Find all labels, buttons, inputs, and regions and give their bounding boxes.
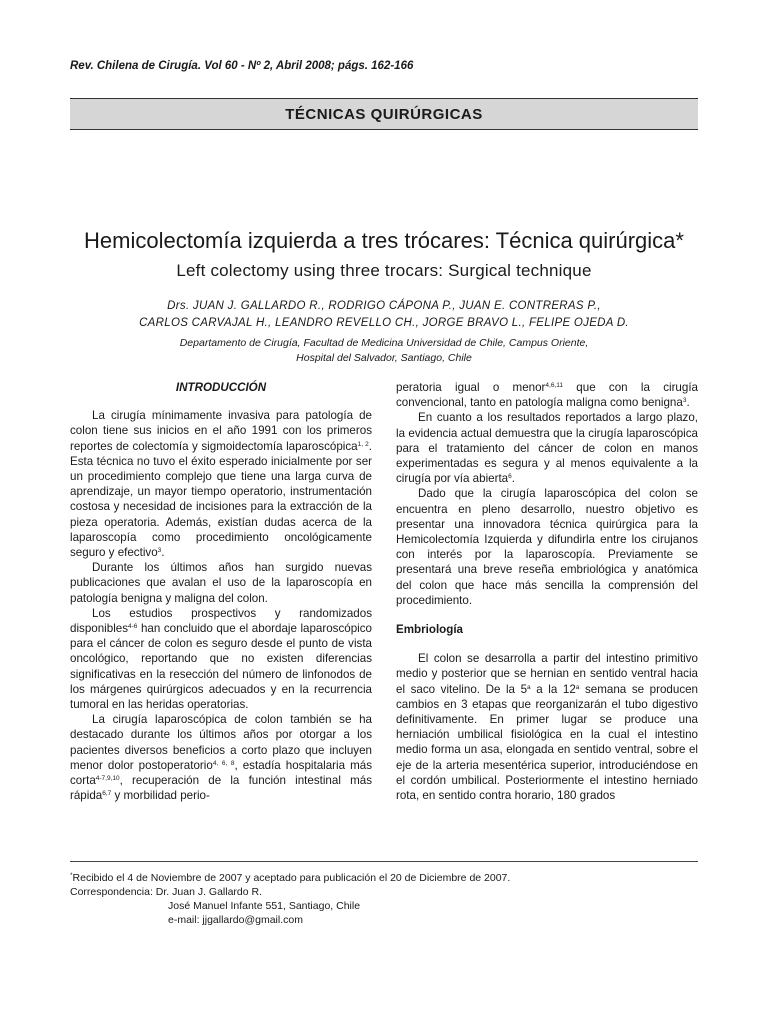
citation: 1, 2: [357, 440, 369, 448]
embriologia-heading: Embriología: [396, 623, 463, 637]
authors-line-2: CARLOS CARVAJAL H., LEANDRO REVELLO CH., JORGE BRAVO L., FELIPE OJEDA D.: [139, 317, 629, 329]
footnotes: [70, 871, 710, 927]
authors-line-1: Drs. JUAN J. GALLARDO R., RODRIGO CÁPONA P., JUAN E. CONTRERAS P.,: [167, 300, 601, 312]
citation: 3: [682, 397, 687, 405]
article-title-english: Left colectomy using three trocars: Surgical technique: [176, 261, 592, 280]
footnote-correspondence: Correspondencia: Dr. Juan J. Gallardo R.: [70, 886, 263, 898]
section-banner: [70, 98, 698, 130]
citation: 4, 6, 8: [212, 759, 235, 767]
citation: 3: [157, 547, 162, 555]
citation: 4,6,11: [545, 382, 564, 389]
affiliation-line-2: Hospital del Salvador, Santiago, Chile: [296, 351, 472, 364]
authors: [0, 298, 768, 332]
right-column: [396, 380, 698, 803]
citation: 6: [508, 473, 512, 481]
intro-paragraph-4: La cirugía laparoscópica de colon también se ha destacado durante los últimos años por otorgar a los pacientes diversos beneficios a corto plazo que incluyen menor dolor postoperatorio$^{4, 6, 8}$, estadía hospitalaria más corta$^{4-7,9,10}$, recuperación de la función intestinal más rápida$^{6,7}$ y morbilidad perio-: [70, 713, 372, 803]
footnote-email: e-mail: jjgallardo@gmail.com: [168, 914, 303, 926]
citation: 4-6: [128, 623, 138, 631]
left-column: [70, 380, 372, 803]
intro-heading: INTRODUCCIÓN: [175, 381, 267, 394]
intro-paragraph-6: Dado que la cirugía laparoscópica del colon se encuentra en pleno desarrollo, nuestro objetivo es presentar una innovadora técnica quirúrgica para la Hemicolectomía Izquierda y difundirla entre los cirujanos con interés por la laparoscopía. Previamente se presentará una breve reseña embriológica y anatómica del colon que hace más sencilla la comprensión del procedimiento.: [396, 487, 698, 607]
affiliation: [0, 336, 768, 365]
intro-paragraph-5: En cuanto a los resultados reportados a largo plazo, la evidencia actual demuestra que la cirugía laparoscópica para el tratamiento del cáncer de colon en manos experimentadas es segura y al menos equivalente a la cirugía por vía abierta$^6$.: [396, 411, 698, 486]
embriologia-paragraph-1: El colon se desarrolla a partir del intestino primitivo medio y posterior que se hernian en sentido ventral hacia el saco vitelino. De la 5$^a$ a la 12$^a$ semana se producen cambios en 3 etapas que reorganizarán el tubo digestivo definitivamente. En primer lugar se produce una herniación umbilical fisiológica en la cual el intestino medio forma un asa, elongada en sentido ventral, sobre el eje de la arteria mesentérica superior, introduciéndose en el cordón umbilical. Posteriormente el intestino herniado rota, en sentido contra horario, 180 grados: [396, 652, 699, 803]
footnote-address: José Manuel Infante 551, Santiago, Chile: [168, 900, 361, 912]
intro-paragraph-1: La cirugía mínimamente invasiva para patología de colon tiene sus inicios en el año 1991 con los primeros reportes de colectomía y sigmoidectomía laparoscópica$^{1, 2}$. Esta técnica no tuvo el éxito esperado inicialmente por ser un procedimiento complejo que tiene una larga curva de aprendizaje, un mayor tiempo operatorio, instrumentación costosa y necesidad de incisiones para la extracción de la pieza operatoria. Además, existían dudas acerca de la laparoscopía como procedimiento oncológicamente seguro y efectivo$^3$.: [70, 409, 373, 560]
intro-paragraph-3: Los estudios prospectivos y randomizados disponibles$^{4-6}$ han concluido que el abordaje laparoscópico para el cáncer de colon es seguro desde el punto de vista oncológico, reportando que no existen diferencias significativas en la resección del número de linfonodos de los márgenes quirúrgicos adecuados y en la recurrencia tumoral en las heridas operatorias.: [70, 606, 372, 712]
intro-paragraph-2: Durante los últimos años han surgido nuevas publicaciones que avalan el uso de la laparoscopía en patología benigna y maligna del colon.: [70, 561, 372, 605]
article-title-spanish: Hemicolectomía izquierda a tres trócares: Técnica quirúrgica*: [84, 228, 684, 253]
citation: 6,7: [102, 790, 112, 798]
section-title: TÉCNICAS QUIRÚRGICAS: [285, 105, 483, 123]
footnote-received: *Recibido el 4 de Noviembre de 2007 y aceptado para publicación el 20 de Diciembre de 2007.: [70, 872, 511, 884]
footnote-divider: [70, 861, 698, 862]
intro-paragraph-4-continued: peratoria igual o menor$^{4,6,11}$ que con la cirugía convencional, tanto en patología maligna como benigna$^3$.: [396, 381, 698, 410]
affiliation-line-1: Departamento de Cirugía, Facultad de Medicina Universidad de Chile, Campus Oriente,: [179, 337, 589, 349]
citation: 4-7,9,10: [95, 775, 120, 783]
journal-reference: Rev. Chilena de Cirugía. Vol 60 - Nº 2, Abril 2008; págs. 162-166: [70, 60, 414, 72]
